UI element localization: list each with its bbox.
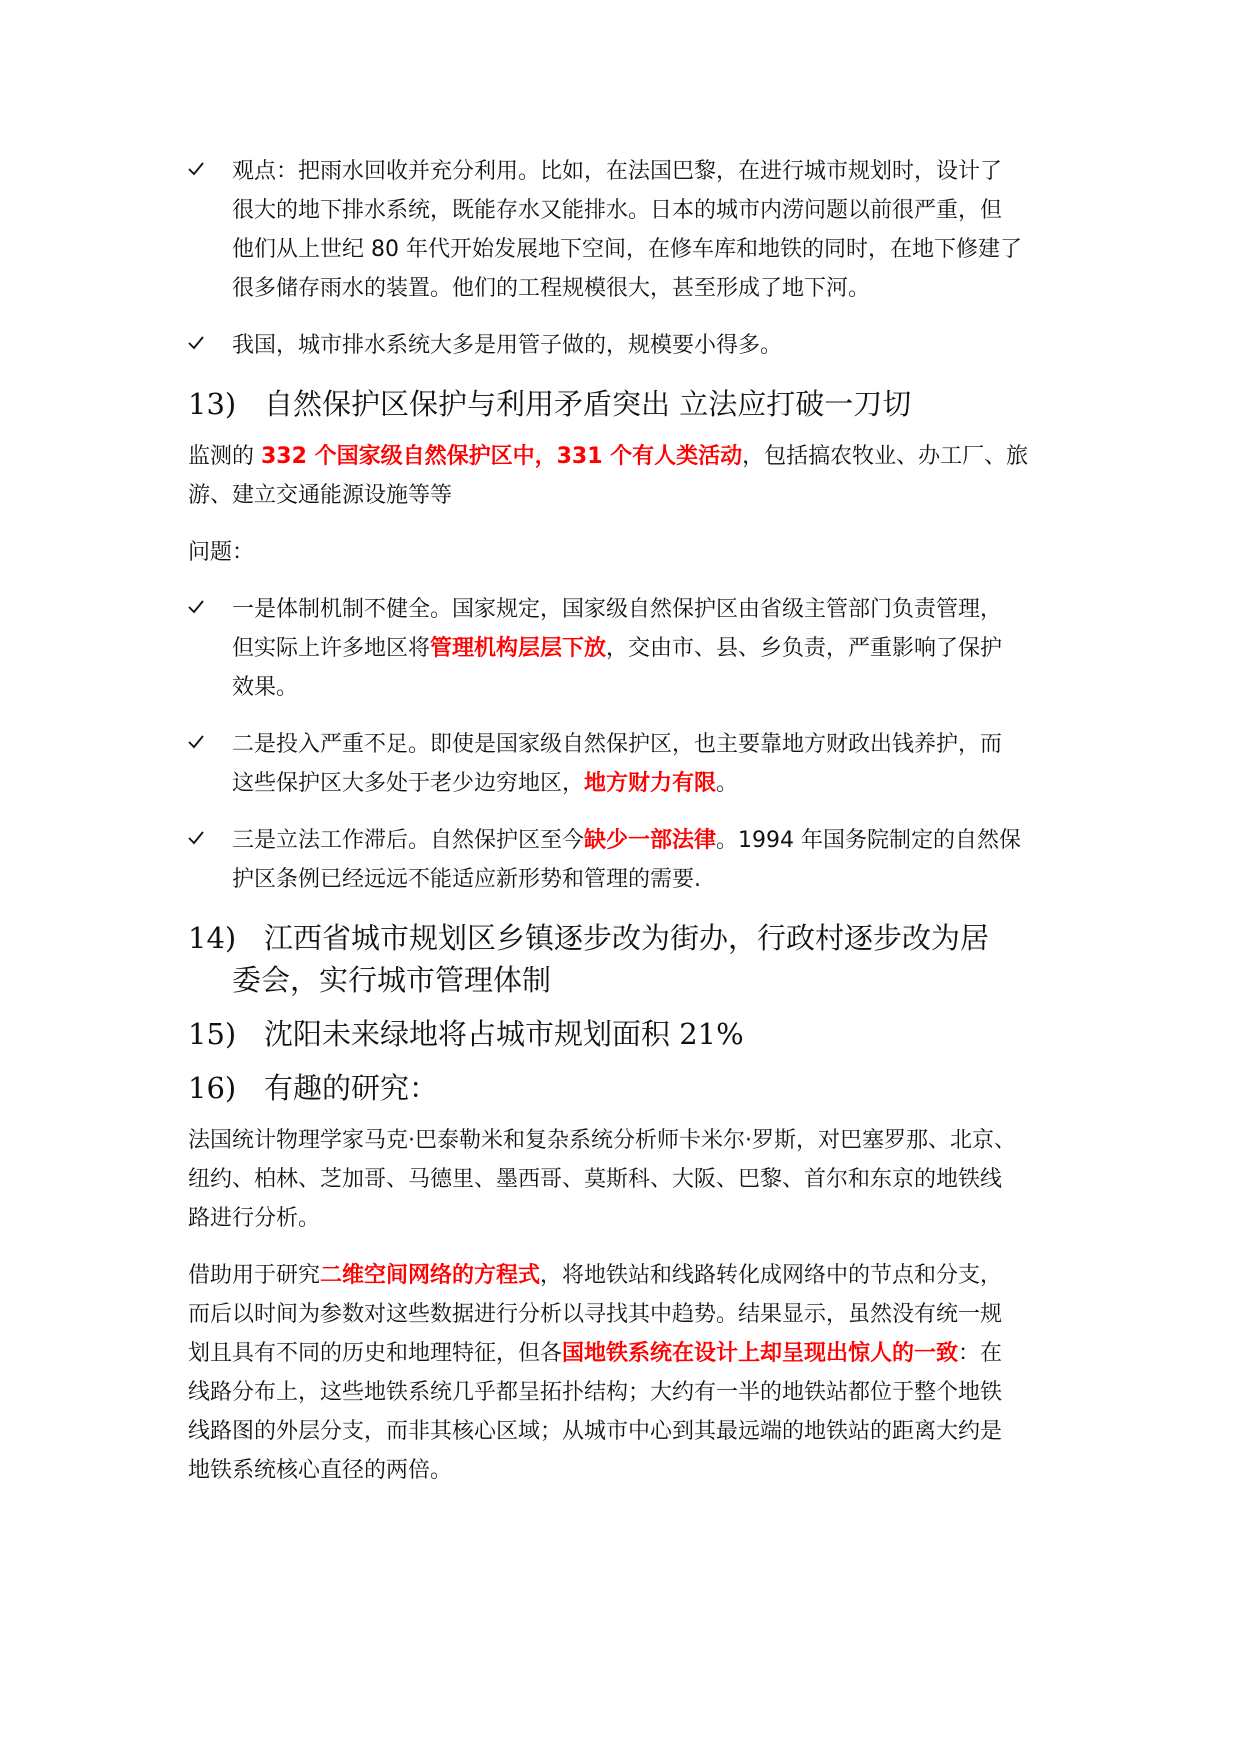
paragraph-subway-study	[188, 1121, 1058, 1238]
bullet-problem-3	[188, 821, 1058, 899]
text-line: 观点：把雨水回收并充分利用。比如，在法国巴黎，在进行城市规划时，设计了	[232, 159, 1003, 184]
checkmark-icon	[188, 152, 218, 191]
heading-13	[188, 383, 1058, 425]
text-run: ，将地铁站和线路转化成网络中的节点和分支，	[540, 1263, 1003, 1288]
highlight-text: 管理机构层层下放	[430, 636, 607, 661]
text-line: 二是投入严重不足。即使是国家级自然保护区，也主要靠地方财政出钱养护，而	[232, 732, 1003, 757]
text-line: 很大的地下排水系统，既能存水又能排水。日本的城市内涝问题以前很严重，但	[232, 198, 1003, 223]
bullet-problem-2	[188, 725, 1058, 803]
text-run: ，交由市、县、乡负责，严重影响了保护	[606, 636, 1003, 661]
text-line: 游、建立交通能源设施等等	[188, 483, 453, 508]
heading-text: 江西省城市规划区乡镇逐步改为街办，行政村逐步改为居	[264, 921, 990, 955]
highlight-text: 332 个国家级自然保护区中，331 个有人类活动	[261, 444, 743, 469]
highlight-text: 缺少一部法律	[584, 828, 717, 853]
bullet-problem-1	[188, 590, 1058, 707]
heading-14	[188, 917, 1058, 1001]
heading-15	[188, 1013, 1058, 1055]
paragraph-monitoring	[188, 437, 1058, 515]
text-run: 。1994 年国务院制定的自然保	[716, 828, 1022, 853]
text-line: 而后以时间为参数对这些数据进行分析以寻找其中趋势。结果显示，虽然没有统一规	[188, 1302, 1003, 1327]
heading-text: 有趣的研究：	[264, 1071, 439, 1105]
text-line: 法国统计物理学家马克·巴泰勒米和复杂系统分析师卡米尔·罗斯，对巴塞罗那、北京、	[188, 1128, 1016, 1153]
checkmark-icon	[188, 725, 218, 764]
paragraph-subway-results	[188, 1256, 1058, 1490]
heading-number: 14)	[188, 921, 237, 955]
highlight-text: 国地铁系统在设计上却呈现出惊人的一致	[562, 1341, 959, 1366]
heading-text: 沈阳未来绿地将占城市规划面积 21%	[264, 1017, 744, 1051]
bullet-china-drainage	[188, 326, 1058, 365]
checkmark-icon	[188, 326, 218, 365]
checkmark-icon	[188, 821, 218, 860]
heading-number: 15)	[188, 1017, 237, 1051]
bullet-rainwater-view	[188, 152, 1058, 308]
heading-number: 13)	[188, 387, 237, 421]
text-line: 纽约、柏林、芝加哥、马德里、墨西哥、莫斯科、大阪、巴黎、首尔和东京的地铁线	[188, 1167, 1003, 1192]
text-line: 地铁系统核心直径的两倍。	[188, 1458, 453, 1483]
text-line: 很多储存雨水的装置。他们的工程规模很大，甚至形成了地下河。	[232, 276, 871, 301]
text-line: 线路图的外层分支，而非其核心区域；从城市中心到其最远端的地铁站的距离大约是	[188, 1419, 1003, 1444]
text-run: 这些保护区大多处于老少边穷地区，	[232, 771, 585, 796]
text-line: 我国，城市排水系统大多是用管子做的，规模要小得多。	[232, 333, 783, 358]
text-line: 路进行分析。	[188, 1206, 321, 1231]
heading-16	[188, 1067, 1058, 1109]
highlight-text: 二维空间网络的方程式	[320, 1263, 541, 1288]
checkmark-icon	[188, 590, 218, 629]
text-line: 他们从上世纪 80 年代开始发展地下空间，在修车库和地铁的同时，在地下修建了	[232, 237, 1022, 262]
text-run: 划且具有不同的历史和地理特征，但各	[188, 1341, 563, 1366]
problem-label: 问题：	[188, 540, 255, 565]
document-content	[188, 152, 1058, 1508]
text-line: 效果。	[232, 675, 299, 700]
text-run: 借助用于研究	[188, 1263, 321, 1288]
text-run: 三是立法工作滞后。自然保护区至今	[232, 828, 585, 853]
text-run: ：在	[958, 1341, 1003, 1366]
text-run: 但实际上许多地区将	[232, 636, 431, 661]
text-line: 一是体制机制不健全。国家规定，国家级自然保护区由省级主管部门负责管理，	[232, 597, 1003, 622]
heading-text: 自然保护区保护与利用矛盾突出 立法应打破一刀切	[264, 387, 912, 421]
text-line: 护区条例已经远远不能适应新形势和管理的需要.	[232, 867, 701, 892]
heading-number: 16)	[188, 1071, 237, 1105]
heading-text-continued: 委会，实行城市管理体制	[232, 963, 552, 997]
text-line: 线路分布上，这些地铁系统几乎都呈拓扑结构；大约有一半的地铁站都位于整个地铁	[188, 1380, 1003, 1405]
highlight-text: 地方财力有限	[584, 771, 717, 796]
text-run: ，包括搞农牧业、办工厂、旅	[742, 444, 1029, 469]
text-run: 监测的	[188, 444, 261, 469]
text-run: 。	[716, 771, 739, 796]
